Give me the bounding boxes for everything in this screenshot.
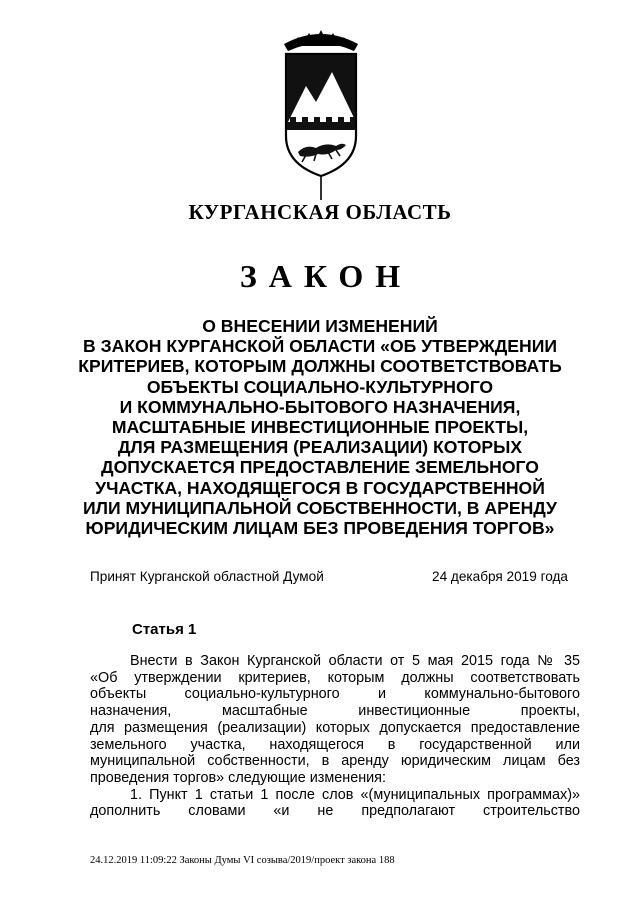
- region-heading: КУРГАНСКАЯ ОБЛАСТЬ: [188, 200, 452, 224]
- title-line: МАСШТАБНЫЕ ИНВЕСТИЦИОННЫЕ ПРОЕКТЫ,: [111, 417, 529, 438]
- title-line: ДЛЯ РАЗМЕЩЕНИЯ (РЕАЛИЗАЦИИ) КОТОРЫХ: [117, 437, 523, 458]
- body-line: земельного участка, находящегося в государственной или: [90, 736, 580, 753]
- document-type-heading: ЗАКОН: [239, 258, 413, 294]
- title-line: ЮРИДИЧЕСКИМ ЛИЦАМ БЕЗ ПРОВЕДЕНИЯ ТОРГОВ»: [85, 518, 555, 539]
- title-line: О ВНЕСЕНИИ ИЗМЕНЕНИЙ: [202, 316, 438, 336]
- title-line: И КОММУНАЛЬНО-БЫТОВОГО НАЗНАЧЕНИЯ,: [119, 396, 521, 417]
- adoption-info: [90, 569, 568, 584]
- adopted-by-text: Принят Курганской областной Думой: [90, 569, 324, 584]
- body-line: объекты социально-культурного и коммунально-бытового: [90, 686, 580, 703]
- document-footer: 24.12.2019 11:09:22 Законы Думы VI созыва/2019/проект закона 188: [90, 855, 395, 866]
- body-line: дополнить словами «и не предполагают строительство: [90, 803, 580, 820]
- body-line: муниципальной собственности, в аренду юридическим лицам без: [90, 753, 580, 770]
- body-line: назначения, масштабные инвестиционные проекты,: [90, 703, 580, 720]
- law-title: [60, 316, 580, 538]
- body-line: Внести в Закон Курганской области от 5 мая 2015 года № 35: [130, 653, 580, 669]
- title-line: ИЛИ МУНИЦИПАЛЬНОЙ СОБСТВЕННОСТИ, В АРЕНДУ: [83, 497, 557, 518]
- article-heading: Статья 1: [132, 621, 197, 638]
- coat-of-arms-emblem: [276, 24, 366, 202]
- title-line: В ЗАКОН КУРГАНСКОЙ ОБЛАСТИ «ОБ УТВЕРЖДЕНИИ: [83, 336, 557, 357]
- body-line: проведения торгов» следующие изменения:: [90, 769, 386, 786]
- title-line: УЧАСТКА, НАХОДЯЩЕГОСЯ В ГОСУДАРСТВЕННОЙ: [95, 477, 545, 498]
- body-line: для размещения (реализации) которых допускается предоставление: [90, 719, 580, 736]
- title-line: ОБЪЕКТЫ СОЦИАЛЬНО-КУЛЬТУРНОГО: [146, 376, 494, 397]
- body-line: «Об утверждении критериев, которым должны соответствовать: [90, 669, 580, 686]
- title-line: КРИТЕРИЕВ, КОТОРЫМ ДОЛЖНЫ СООТВЕТСТВОВАТЬ: [78, 356, 562, 377]
- adoption-date: 24 декабря 2019 года: [432, 569, 568, 584]
- title-line: ДОПУСКАЕТСЯ ПРЕДОСТАВЛЕНИЕ ЗЕМЕЛЬНОГО: [101, 457, 539, 478]
- body-line: 1. Пункт 1 статьи 1 после слов «(муниципальных программах)»: [130, 786, 580, 803]
- article-body: [90, 653, 580, 820]
